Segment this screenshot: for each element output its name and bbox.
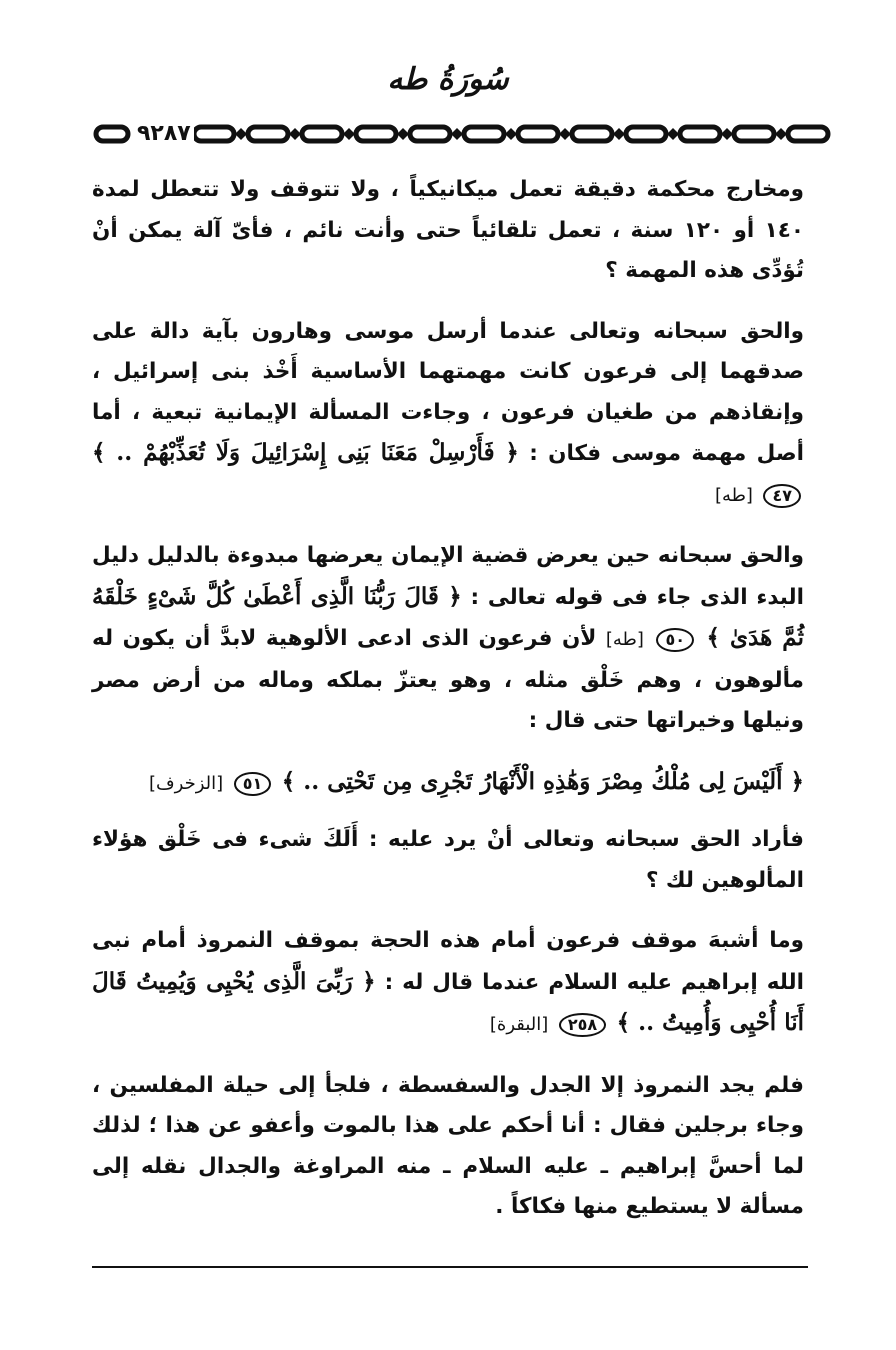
verse-number: ٥١ (234, 772, 272, 796)
quran-verse: ﴿ قَالَ رَبُّنَا الَّذِى أَعْطَىٰ كُلَّ شَىْءٍ خَلْقَهُ ثُمَّ هَدَىٰ ﴾ (92, 582, 804, 651)
quran-verse: ﴿ رَبِّىَ الَّذِى يُحْيِى وَيُمِيتُ قَالَ أَنَا أُحْيِى وَأُمِيتُ .. ﴾ (92, 967, 804, 1036)
paragraph (92, 170, 804, 292)
surah-reference: [طه] (605, 629, 644, 650)
surah-title: سُورَةُ طه (387, 62, 509, 97)
paragraph (92, 1066, 804, 1228)
surah-reference: [الزخرف] (149, 772, 224, 794)
paragraph (92, 312, 804, 517)
quoted-verse-line (92, 762, 804, 805)
page-number: ٩٢٨٧ (134, 120, 194, 148)
paragraph-text: والحق سبحانه وتعالى عندما أرسل موسى وهارون بآية دالة على صدقهما إلى فرعون كانت مهمتهما الأساسية أَخْذ بنى إسرائيل ، وإنقاذهم من طغيان فرعون ، وجاءت المسألة الإيمانية تبعية ، أما أصل مهمة موسى فكان : (92, 318, 804, 466)
verse-number: ٤٧ (763, 484, 801, 508)
surah-reference: [البقرة] (489, 1014, 549, 1035)
paragraph (92, 921, 804, 1046)
paragraph (92, 536, 804, 742)
paragraph-text: فلم يجد النمروذ إلا الجدل والسفسطة ، فلجأ إلى حيلة المفلسين ، وجاء برجلين فقال : أنا أحكم على هذا بالموت وأعفو عن هذا ؛ لذلك لما أحسَّ إبراهيم ـ عليه السلام ـ منه المراوغة والجدال نقله إلى مسألة لا يستطيع منها فكاكاً . (92, 1072, 804, 1219)
header-ornament-border (92, 120, 832, 148)
verse-number: ٢٥٨ (559, 1013, 606, 1037)
paragraph-text: والحق سبحانه حين يعرض قضية الإيمان يعرضها مبدوءة بالدليل دليل البدء الذى جاء فى قوله تعالى : (92, 543, 804, 610)
paragraph-text: فأراد الحق سبحانه وتعالى أنْ يرد عليه : أَلَكَ شىء فى خَلْق هؤلاء المألوهين لك ؟ (92, 827, 804, 893)
surah-reference: [طه] (714, 484, 753, 506)
page-body (92, 170, 804, 1248)
paragraph-text: ومخارج محكمة دقيقة تعمل ميكانيكياً ، ولا تتوقف ولا تتعطل لمدة ١٤٠ أو ١٢٠ سنة ، تعمل تلقائياً حتى وأنت نائم ، فأىّ آلة يمكن أنْ تُؤدِّى هذه المهمة ؟ (92, 177, 804, 283)
paragraph-text: لأن فرعون الذى ادعى الألوهية لابدَّ أن يكون له مألوهون ، وهم خَلْق مثله ، وهو يعتزّ بملكه وماله من أرض مصر ونيلها وخيراتها حتى قال : (92, 626, 804, 733)
footer-rule (92, 1266, 808, 1268)
quran-verse: ﴿ أَلَيْسَ لِى مُلْكُ مِصْرَ وَهَٰذِهِ الْأَنْهَارُ تَجْرِى مِن تَحْتِى .. ﴾ (281, 767, 804, 795)
paragraph (92, 820, 804, 901)
verse-number: ٥٠ (656, 628, 694, 652)
paragraph-text: وما أشبهَ موقف فرعون أمام هذه الحجة بموقف النمروذ أمام نبى الله إبراهيم عليه السلام عندما قال له : (92, 928, 804, 995)
quran-verse: ﴿ فَأَرْسِلْ مَعَنَا بَنِى إِسْرَائِيلَ وَلَا تُعَذِّبْهُمْ .. ﴾ (92, 439, 519, 466)
